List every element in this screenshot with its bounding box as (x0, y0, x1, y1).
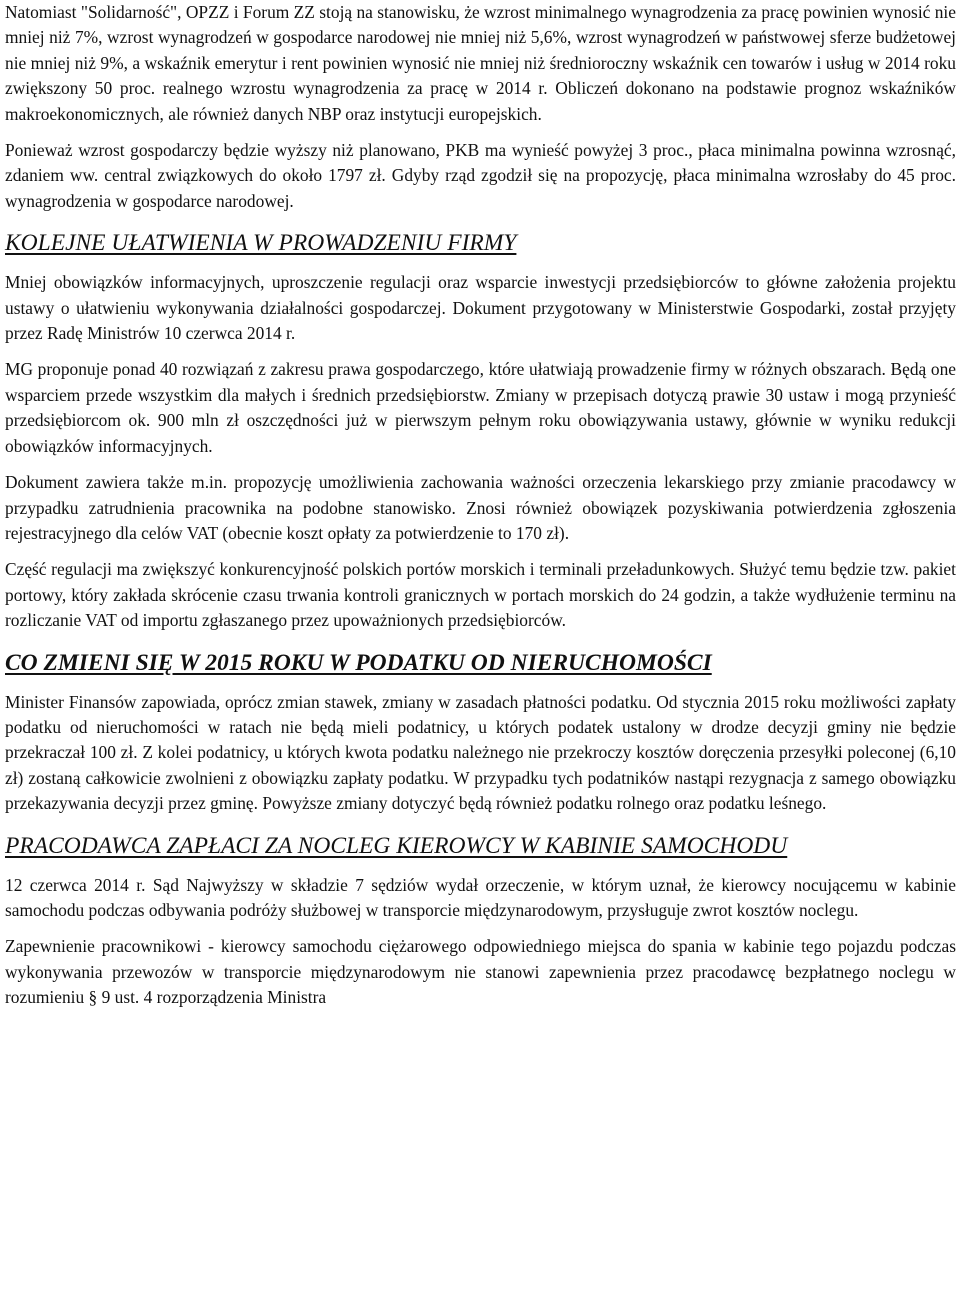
section-paragraph: MG proponuje ponad 40 rozwiązań z zakresu prawa gospodarczego, które ułatwiają prowadzenie firmy w różnych obszarach. Będą one wsparciem przede wszystkim dla małych i średnich przedsiębiorstw. Zmiany w przepisach dotyczą prawie 30 ustaw i mogą przynieść przedsiębiorcom ok. 900 mln zł oszczędności już w pierwszym pełnym roku obowiązywania ustawy, głównie w wyniku redukcji obowiązków informacyjnych. (5, 359, 956, 456)
intro-paragraph-2: Ponieważ wzrost gospodarczy będzie wyższy niż planowano, PKB ma wynieść powyżej 3 proc., płaca minimalna powinna wzrosnąć, zdaniem ww. central związkowych do około 1797 zł. Gdyby rząd zgodził się na propozycję, płaca minimalna wzrosłaby do 45 proc. wynagrodzenia w gospodarce narodowej. (5, 140, 956, 211)
section-business-facilitation (5, 228, 956, 633)
section-heading: KOLEJNE UŁATWIENIA W PROWADZENIU FIRMY (5, 230, 517, 257)
document-page (5, 0, 956, 1011)
section-heading: PRACODAWCA ZAPŁACI ZA NOCLEG KIEROWCY W KABINIE SAMOCHODU (5, 832, 788, 859)
section-driver-accommodation (5, 831, 956, 1011)
intro-paragraph-1: Natomiast "Solidarność", OPZZ i Forum ZZ stoją na stanowisku, że wzrost minimalnego wynagrodzenia za pracę powinien wynosić nie mniej niż 7%, wzrost wynagrodzeń w gospodarce narodowej nie mniej niż 5,6%, wzrost wynagrodzeń w państwowej sferze budżetowej nie mniej niż 9%, a wskaźnik emerytur i rent powinien wynosić nie mniej niż średnioroczny wskaźnik cen towarów i usług w 2014 roku zwiększony 50 proc. realnego wzrostu wynagrodzenia za pracę w 2014 r. Obliczeń dokonano na podstawie prognoz wskaźników makroekonomicznych, ale również danych NBP oraz instytucji europejskich. (5, 2, 956, 124)
section-property-tax (5, 648, 956, 817)
section-paragraph: Minister Finansów zapowiada, oprócz zmian stawek, zmiany w zasadach płatności podatku. Od stycznia 2015 roku możliwości zapłaty podatku od nieruchomości w ratach nie będą mieli podatnicy, u których podatek ustalony w drodze decyzji gminy nie będzie przekraczał 100 zł. Z kolei podatnicy, u których kwota podatku należnego nie przekroczy kosztów doręczenia przesyłki poleconej (6,10 zł) zostaną całkowicie zwolnieni z obowiązku zapłaty podatku. W przypadku tych podatników nastąpi rezygnacja z samego obowiązku przekazywania decyzji przez gminę. Powyższe zmiany dotyczyć będą również podatku rolnego oraz podatku leśnego. (5, 691, 956, 814)
section-paragraph: Zapewnienie pracownikowi - kierowcy samochodu ciężarowego odpowiedniego miejsca do spania w kabinie tego pojazdu podczas wykonywania przewozów w transporcie międzynarodowym nie stanowi zapewnienia przez pracodawcę bezpłatnego noclegu w rozumieniu § 9 ust. 4 rozporządzenia Ministra (5, 936, 956, 1008)
section-paragraph: Mniej obowiązków informacyjnych, uproszczenie regulacji oraz wsparcie inwestycji przedsiębiorców to główne założenia projektu ustawy o ułatwieniu wykonywania działalności gospodarczej. Dokument przygotowany w Ministerstwie Gospodarki, został przyjęty przez Radę Ministrów 10 czerwca 2014 r. (5, 272, 956, 344)
section-heading: CO ZMIENI SIĘ W 2015 ROKU W PODATKU OD NIERUCHOMOŚCI (5, 649, 712, 676)
section-paragraph: 12 czerwca 2014 r. Sąd Najwyższy w składzie 7 sędziów wydał orzeczenie, w którym uznał, że kierowcy nocującemu w kabinie samochodu podczas odbywania podróży służbowej w transporcie międzynarodowym, przysługuje zwrot kosztów noclegu. (5, 874, 956, 920)
section-paragraph: Dokument zawiera także m.in. propozycję umożliwienia zachowania ważności orzeczenia lekarskiego przy zmianie pracodawcy w przypadku zatrudnienia pracownika na podobne stanowisko. Znosi również obowiązek pozyskiwania potwierdzenia zgłoszenia rejestracyjnego dla celów VAT (obecnie koszt opłaty za potwierdzenie to 170 zł). (5, 472, 956, 543)
section-paragraph: Część regulacji ma zwiększyć konkurencyjność polskich portów morskich i terminali przeładunkowych. Służyć temu będzie tzw. pakiet portowy, który zakłada skrócenie czasu trwania kontroli granicznych w portach morskich do 24 godzin, a także wydłużenie terminu na rozliczanie VAT od importu zgłaszanego przez upoważnionych przedsiębiorców. (5, 559, 956, 631)
